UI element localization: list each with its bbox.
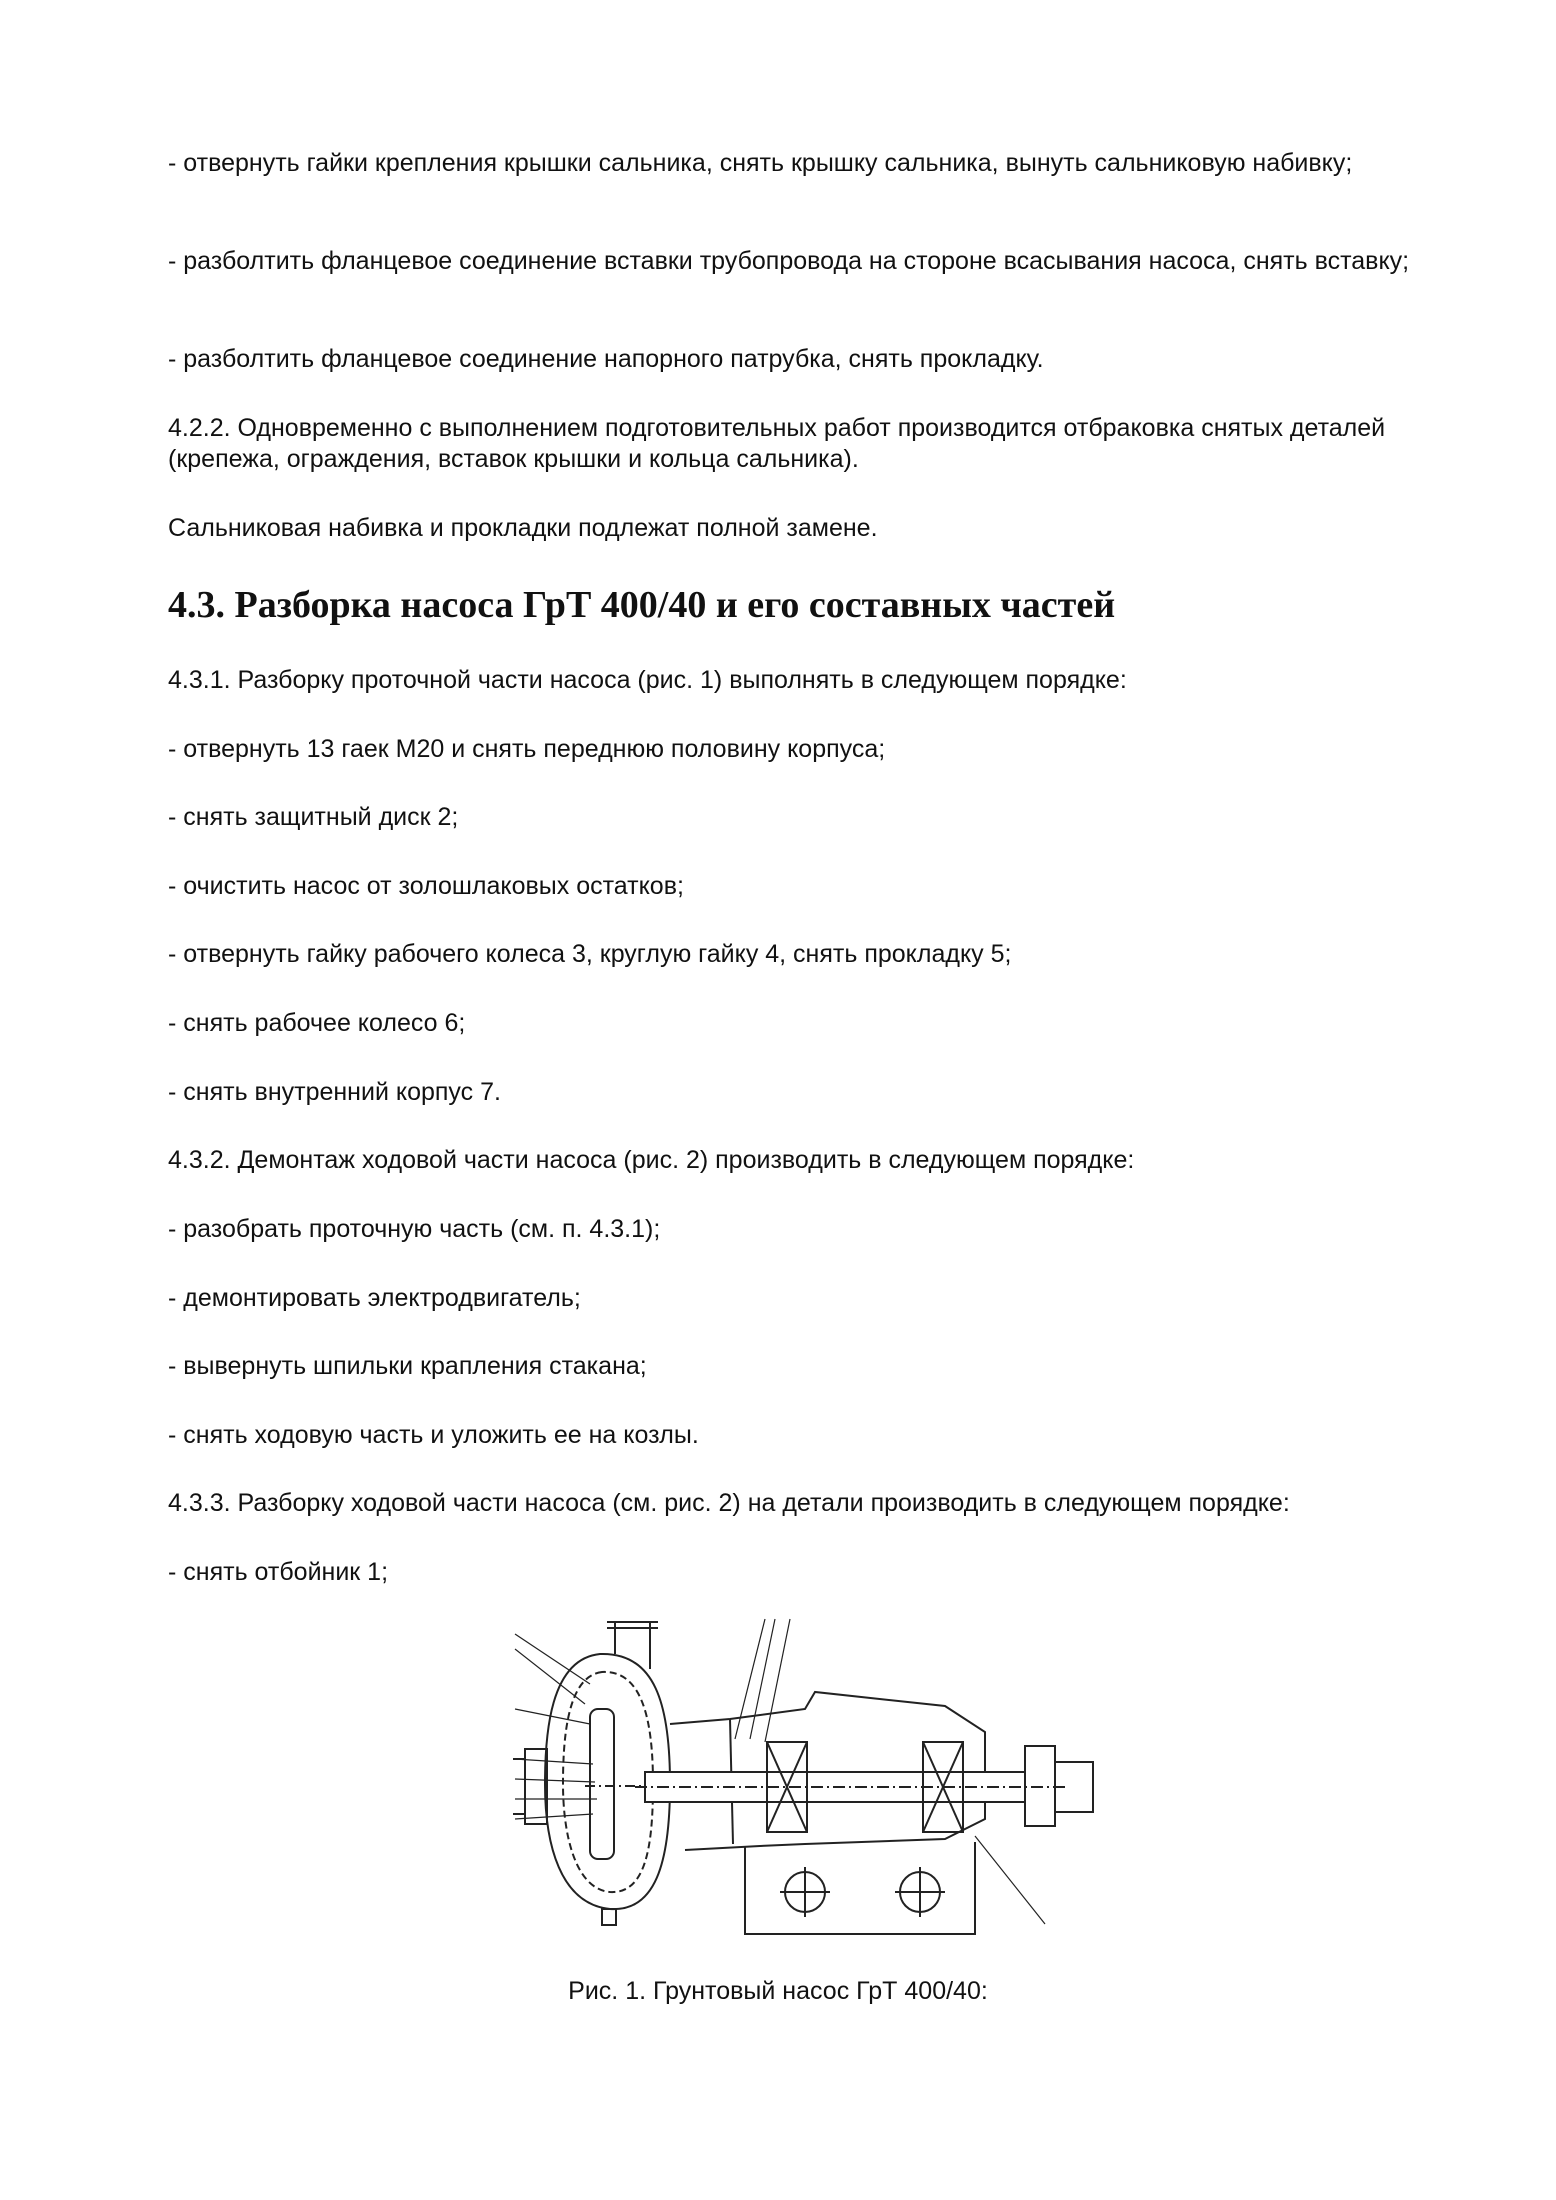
list-item: - вывернуть шпильки крапления стакана; bbox=[168, 1352, 647, 1380]
paragraph: 4.3.2. Демонтаж ходовой части насоса (рис. 2) производить в следующем порядке: bbox=[168, 1146, 1135, 1174]
list-item: - демонтировать электродвигатель; bbox=[168, 1284, 581, 1312]
paragraph: 4.2.2. Одновременно с выполнением подготовительных работ производится отбраковка снятых деталей (крепежа, ограждения, вставок крышки и кольца сальника). bbox=[168, 414, 1386, 473]
paragraph: 4.3.3. Разборку ходовой части насоса (см. рис. 2) на детали производить в следующем порядке: bbox=[168, 1489, 1290, 1517]
list-item: - очистить насос от золошлаковых остатков; bbox=[168, 872, 684, 900]
list-item: - снять ходовую часть и уложить ее на козлы. bbox=[168, 1421, 699, 1449]
section-heading: 4.3. Разборка насоса ГрТ 400/40 и его составных частей bbox=[168, 584, 1116, 626]
list-item: - снять отбойник 1; bbox=[168, 1558, 389, 1586]
list-item: - отвернуть гайку рабочего колеса 3, круглую гайку 4, снять прокладку 5; bbox=[168, 940, 1012, 968]
list-item: - снять рабочее колесо 6; bbox=[168, 1009, 466, 1037]
pump-drawing bbox=[505, 1614, 1105, 1944]
list-item: - снять защитный диск 2; bbox=[168, 803, 459, 831]
paragraph: 4.3.1. Разборку проточной части насоса (рис. 1) выполнять в следующем порядке: bbox=[168, 666, 1127, 694]
list-item: - снять внутренний корпус 7. bbox=[168, 1078, 501, 1106]
paragraph: Сальниковая набивка и прокладки подлежат полной замене. bbox=[168, 514, 878, 542]
paragraph: - отвернуть гайки крепления крышки сальника, снять крышку сальника, вынуть сальниковую набивку; bbox=[168, 149, 1353, 177]
paragraph: - разболтить фланцевое соединение вставки трубопровода на стороне всасывания насоса, снять вставку; bbox=[168, 247, 1410, 275]
impeller bbox=[590, 1709, 614, 1859]
paragraph: - разболтить фланцевое соединение напорного патрубка, снять прокладку. bbox=[168, 345, 1044, 373]
list-item: - отвернуть 13 гаек М20 и снять переднюю половину корпуса; bbox=[168, 735, 886, 763]
figure-caption: Рис. 1. Грунтовый насос ГрТ 400/40: bbox=[568, 1977, 988, 2005]
list-item: - разобрать проточную часть (см. п. 4.3.1); bbox=[168, 1215, 661, 1243]
